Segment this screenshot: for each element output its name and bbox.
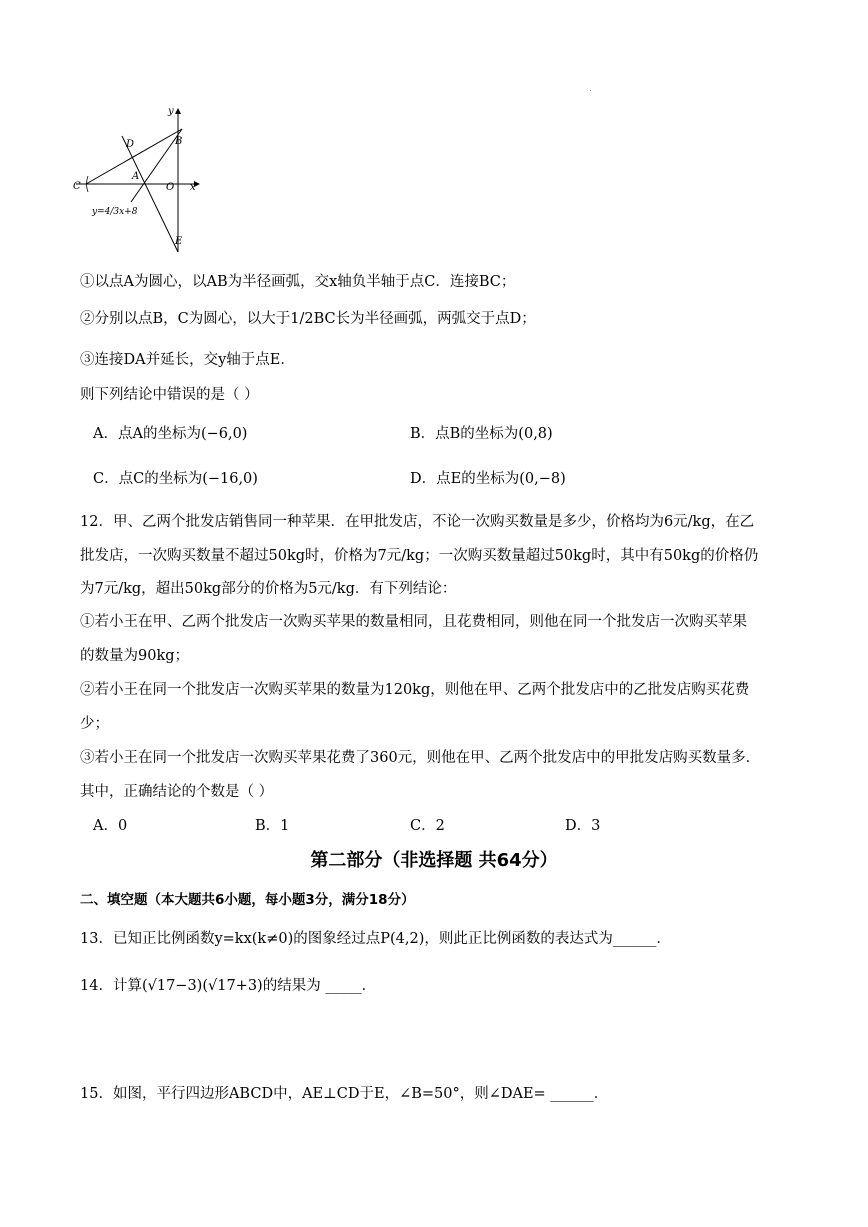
q12-line3: 为7元/kg，超出50kg部分的价格为5元/kg．有下列结论：	[80, 581, 457, 597]
q12-line4: ①若小王在甲、乙两个批发店一次购买苹果的数量相同，且花费相同，则他在同一个批发店一次购买苹果	[80, 614, 747, 630]
label-O: O	[166, 182, 175, 193]
q15: 15．如图，平行四边形ABCD中，AE⊥CD于E，∠B=50°，则∠DAE= ______．	[80, 1086, 609, 1102]
q12-line9: 其中，正确结论的个数是（ ）	[80, 784, 274, 800]
q12-option-d: D．3	[565, 818, 601, 834]
q12-line2: 批发店，一次购买数量不超过50kg时，价格为7元/kg；一次购买数量超过50kg时，其中有50kg的价格仍	[80, 548, 759, 564]
q11-option-d: D．点E的坐标为(0,−8)	[410, 471, 566, 487]
q12-line7: 少；	[80, 716, 109, 732]
q13: 13．已知正比例函数y=kx(k≠0)的图象经过点P(4,2)，则此正比例函数的表达式为______．	[80, 931, 671, 947]
coordinate-figure	[73, 104, 206, 254]
q11-option-a: A．点A的坐标为(−6,0)	[93, 426, 248, 442]
q12-option-b: B．1	[255, 818, 290, 834]
stray-dot	[590, 90, 591, 91]
q12-option-c: C．2	[410, 818, 445, 834]
q12-option-a: A．0	[93, 818, 128, 834]
q11-option-c: C．点C的坐标为(−16,0)	[93, 471, 258, 487]
line-equation-label: y=4/3x+8	[92, 207, 138, 217]
q11-option-b: B．点B的坐标为(0,8)	[410, 426, 553, 442]
label-x: x	[190, 182, 196, 193]
q11-step2: ②分别以点B，C为圆心，以大于1/2BC长为半径画弧，两弧交于点D；	[80, 311, 536, 327]
label-B: B	[175, 136, 183, 147]
section-heading: 二、填空题（本大题共6小题，每小题3分，满分18分）	[80, 892, 415, 908]
q12-line6: ②若小王在同一个批发店一次购买苹果的数量为120kg，则他在甲、乙两个批发店中的乙批发店购买花费	[80, 682, 750, 698]
part2-title: 第二部分（非选择题 共64分）	[310, 850, 558, 871]
label-C: C	[73, 181, 81, 192]
q11-step3: ③连接DA并延长，交y轴于点E．	[80, 352, 295, 368]
q11-stem: 则下列结论中错误的是（ ）	[80, 387, 259, 403]
q11-step1: ①以点A为圆心，以AB为半径画弧，交x轴负半轴于点C．连接BC；	[80, 274, 516, 290]
label-E: E	[175, 236, 183, 247]
q12-line8: ③若小王在同一个批发店一次购买苹果花费了360元，则他在甲、乙两个批发店中的甲批发店购买数量多．	[80, 750, 761, 766]
q12-line5: 的数量为90kg；	[80, 648, 190, 664]
label-A: A	[132, 171, 140, 182]
label-D: D	[126, 139, 135, 150]
label-y: y	[168, 106, 174, 117]
q12-line1: 12．甲、乙两个批发店销售同一种苹果．在甲批发店，不论一次购买数量是多少，价格均为6元/kg，在乙	[80, 514, 755, 530]
q14: 14．计算(√17−3)(√17+3)的结果为 _____．	[80, 978, 377, 994]
